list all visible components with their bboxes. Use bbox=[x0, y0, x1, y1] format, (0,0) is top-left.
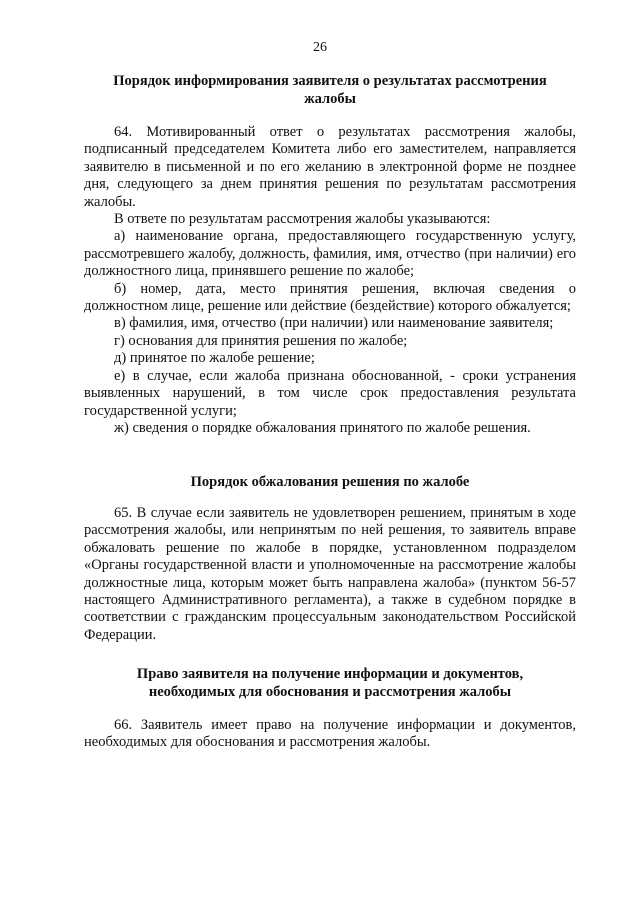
list-item-b: б) номер, дата, место принятия решения, включая сведения о должностном лице, решение или действие (бездействие) которого обжалуется; bbox=[84, 280, 576, 315]
section-heading-line: жалобы bbox=[304, 91, 356, 107]
section-heading-line: необходимых для обоснования и рассмотрения жалобы bbox=[148, 684, 512, 700]
list-item-v: в) фамилия, имя, отчество (при наличии) или наименование заявителя; bbox=[114, 315, 554, 332]
page-number: 26 bbox=[313, 40, 327, 55]
paragraph-65: 65. В случае если заявитель не удовлетворен решением, принятым в ходе рассмотрения жалобы, или непринятым по ней решения, то заявитель вправе обжаловать решение по жалобе в порядке, установленном подразделом «Органы государственной власти и уполномоченные на рассмотрение жалобы должностные лица, которым может быть направлена жалоба» (пунктом 56-57 настоящего Административного регламента), а также в судебном порядке в соответствии с гражданским процессуальным законодательством Российской Федерации. bbox=[84, 505, 576, 643]
section-heading-informing bbox=[90, 72, 570, 108]
list-item-g: г) основания для принятия решения по жалобе; bbox=[114, 332, 408, 349]
section-heading-line: Порядок информирования заявителя о результатах рассмотрения bbox=[113, 73, 547, 89]
section-heading-line: Порядок обжалования решения по жалобе bbox=[190, 474, 470, 490]
list-intro: В ответе по результатам рассмотрения жалобы указываются: bbox=[114, 211, 491, 228]
section-body-rights bbox=[84, 717, 576, 752]
section-body-appeal bbox=[84, 505, 576, 644]
section-heading-rights bbox=[90, 665, 570, 701]
section-body-informing bbox=[84, 124, 576, 437]
list-item-zh: ж) сведения о порядке обжалования принятого по жалобе решения. bbox=[114, 419, 531, 436]
paragraph-64: 64. Мотивированный ответ о результатах рассмотрения жалобы, подписанный председателем Комитета либо его заместителем, направляется заявителю в письменной и по его желанию в электронной форме не позднее дня, следующего за днем принятия решения по результатам рассмотрения жалобы. bbox=[84, 124, 576, 210]
list-item-d: д) принятое по жалобе решение; bbox=[114, 350, 315, 367]
list-item-e: е) в случае, если жалоба признана обоснованной, - сроки устранения выявленных нарушений, в том числе срок предоставления результата государственной услуги; bbox=[84, 367, 576, 419]
paragraph-66: 66. Заявитель имеет право на получение информации и документов, необходимых для обоснования и рассмотрения жалобы. bbox=[84, 717, 576, 751]
section-heading-appeal bbox=[90, 473, 570, 491]
section-heading-line: Право заявителя на получение информации и документов, bbox=[136, 666, 524, 682]
list-item-a: а) наименование органа, предоставляющего государственную услугу, рассмотревшего жалобу, должность, фамилия, имя, отчество (при наличии) его должностного лица, принявшего решение по жалобе; bbox=[84, 228, 576, 280]
